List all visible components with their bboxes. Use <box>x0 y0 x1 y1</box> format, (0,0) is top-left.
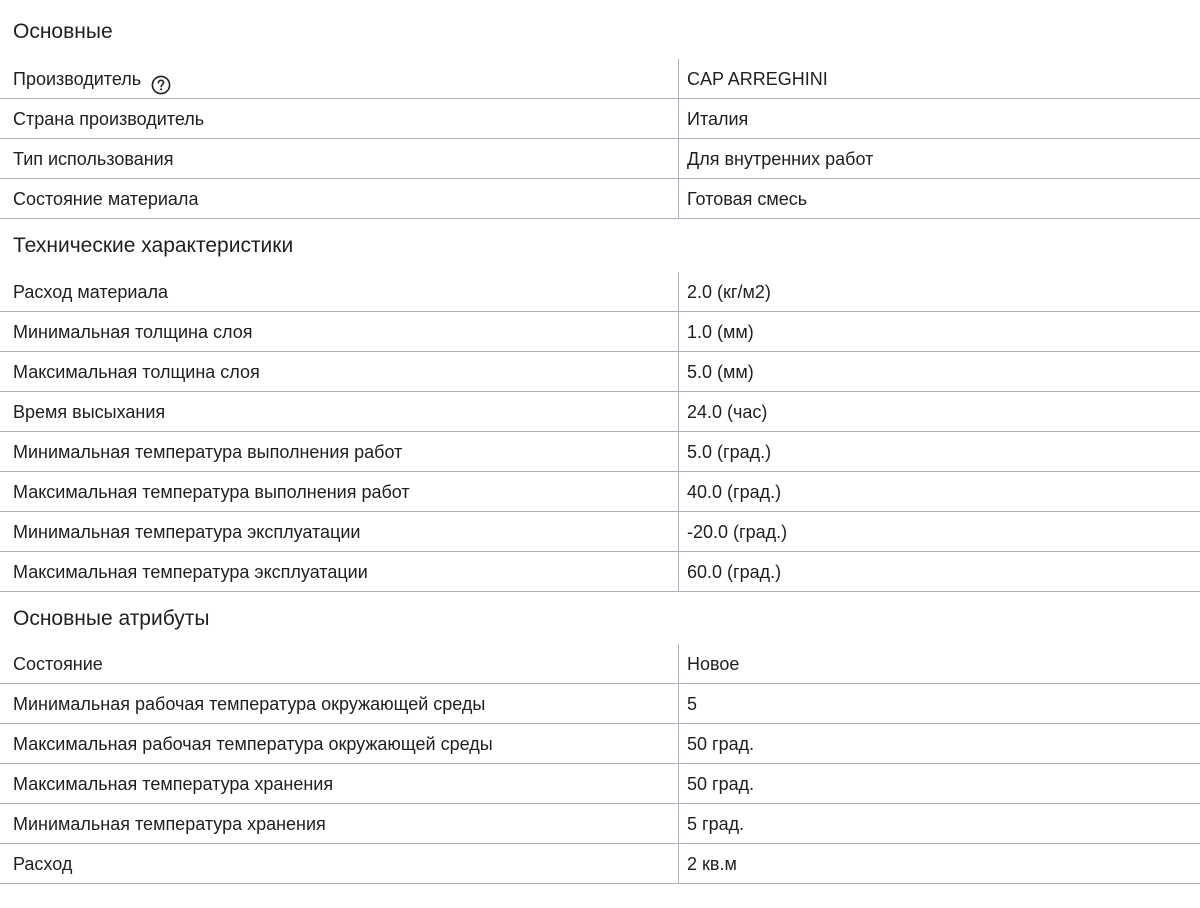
spec-value: 5.0 (мм) <box>678 352 1200 391</box>
table-row <box>0 272 1200 312</box>
spec-key: Время высыхания <box>13 401 166 422</box>
spec-value: 50 град. <box>678 764 1200 803</box>
spec-key: Минимальная температура выполнения работ <box>13 441 403 462</box>
table-row <box>0 644 1200 684</box>
spec-key-label: Производитель <box>13 68 142 89</box>
spec-value: 2.0 (кг/м2) <box>678 272 1200 311</box>
table-row <box>0 472 1200 512</box>
spec-table-basic <box>0 59 1200 219</box>
table-row <box>0 764 1200 804</box>
table-row <box>0 432 1200 472</box>
spec-value: Готовая смесь <box>678 179 1200 218</box>
spec-key: Максимальная температура хранения <box>13 773 334 794</box>
table-row <box>0 392 1200 432</box>
spec-key: Расход <box>13 853 73 874</box>
spec-key: Состояние материала <box>13 188 199 209</box>
spec-value: 2 кв.м <box>678 844 1200 883</box>
table-row <box>0 552 1200 592</box>
spec-key: Максимальная температура выполнения работ <box>13 481 410 502</box>
spec-key <box>0 59 678 98</box>
spec-key: Минимальная температура эксплуатации <box>13 521 361 542</box>
spec-value: 40.0 (град.) <box>678 472 1200 511</box>
spec-key: Максимальная рабочая температура окружающей среды <box>13 733 493 754</box>
spec-value: CAP ARREGHINI <box>678 59 1200 98</box>
spec-value: 5 град. <box>678 804 1200 843</box>
table-row <box>0 724 1200 764</box>
spec-key: Минимальная рабочая температура окружающей среды <box>13 693 486 714</box>
table-row <box>0 179 1200 219</box>
spec-value: 5 <box>678 684 1200 723</box>
spec-value: 24.0 (час) <box>678 392 1200 431</box>
table-row <box>0 59 1200 99</box>
spec-table-technical <box>0 272 1200 592</box>
spec-value: 50 град. <box>678 724 1200 763</box>
spec-key: Тип использования <box>13 148 174 169</box>
section-title-basic: Основные <box>13 20 113 43</box>
spec-key: Страна производитель <box>13 108 205 129</box>
spec-value: Италия <box>678 99 1200 138</box>
spec-value: -20.0 (град.) <box>678 512 1200 551</box>
table-row <box>0 804 1200 844</box>
spec-key: Состояние <box>13 653 103 674</box>
spec-key: Минимальная температура хранения <box>13 813 326 834</box>
spec-value: Для внутренних работ <box>678 139 1200 178</box>
spec-table-attributes <box>0 644 1200 884</box>
spec-key: Минимальная толщина слоя <box>13 321 253 342</box>
table-row <box>0 684 1200 724</box>
spec-value: 60.0 (град.) <box>678 552 1200 591</box>
spec-key: Расход материала <box>13 281 168 302</box>
question-circle-icon[interactable] <box>151 69 171 89</box>
table-row <box>0 844 1200 884</box>
section-title-technical: Технические характеристики <box>13 234 294 257</box>
spec-value: 5.0 (град.) <box>678 432 1200 471</box>
table-row <box>0 99 1200 139</box>
spec-value: Новое <box>678 644 1200 683</box>
table-row <box>0 352 1200 392</box>
table-row <box>0 512 1200 552</box>
table-row <box>0 312 1200 352</box>
spec-key: Максимальная толщина слоя <box>13 361 260 382</box>
table-row <box>0 139 1200 179</box>
spec-key: Максимальная температура эксплуатации <box>13 561 368 582</box>
spec-value: 1.0 (мм) <box>678 312 1200 351</box>
section-title-attributes: Основные атрибуты <box>13 607 210 630</box>
